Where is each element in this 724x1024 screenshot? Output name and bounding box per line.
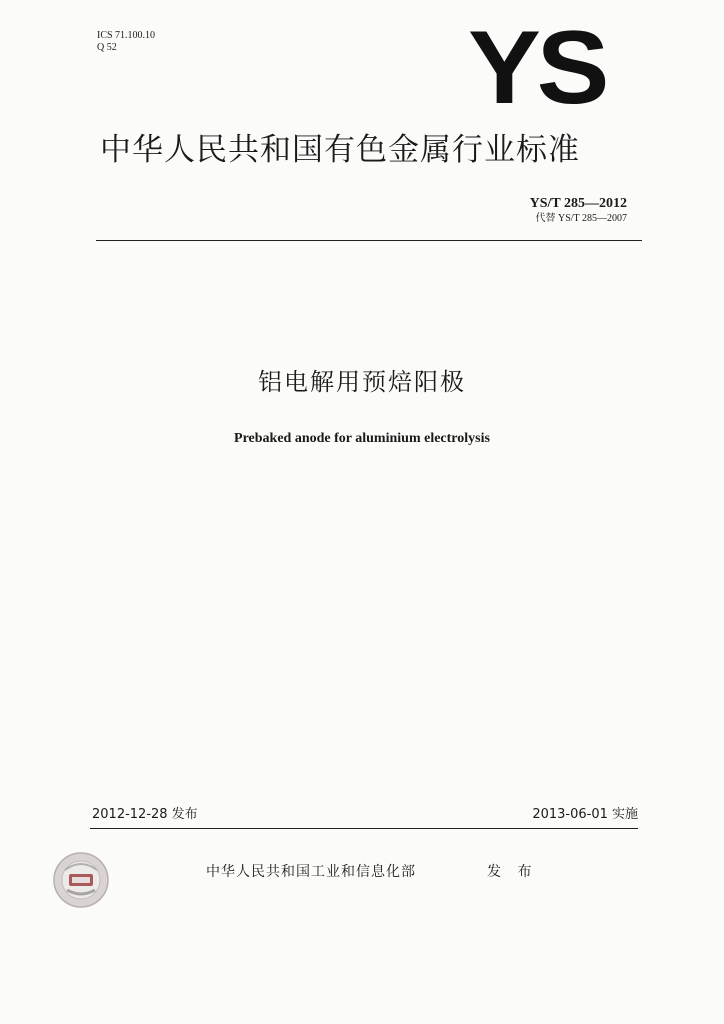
replaces-standard: 代替 YS/T 285—2007 [535,213,627,224]
publish-word: 发 布 [487,864,538,880]
classification-codes [97,30,155,54]
standard-number: YS/T 285—2012 [529,196,627,211]
ics-code: ICS 71.100.10 [97,30,156,41]
implementation-date: 2013-06-01 实施 [532,807,638,822]
document-title: 铝电解用预焙阳极 [258,368,466,396]
issue-date: 2012-12-28 发布 [92,807,198,822]
document-subtitle: Prebaked anode for aluminium electrolysis [234,431,490,446]
top-divider [96,240,642,241]
seal-icon [53,852,109,908]
bottom-divider [90,828,638,829]
organization-title: 中华人民共和国有色金属行业标准 [100,132,580,168]
ccs-code: Q 52 [97,42,117,53]
ys-logo: YS [468,10,606,126]
publisher-name: 中华人民共和国工业和信息化部 [206,864,416,880]
